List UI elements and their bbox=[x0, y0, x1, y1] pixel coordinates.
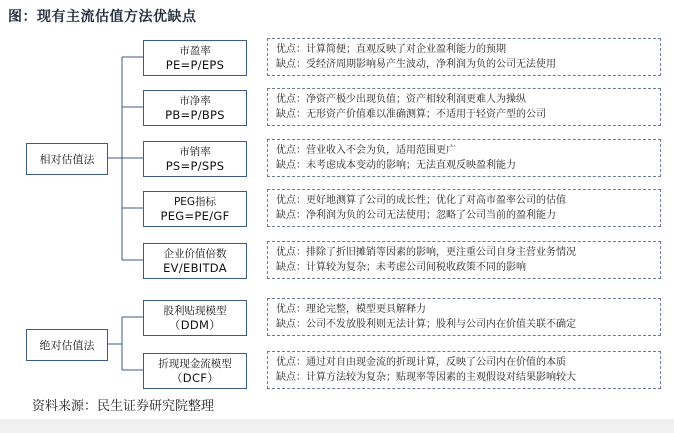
method-name: 市盈率 bbox=[179, 44, 211, 57]
method-box-pb bbox=[143, 90, 247, 126]
category-absolute-valuation: 绝对估值法 bbox=[26, 329, 108, 361]
pros-label: 优点： bbox=[276, 145, 306, 156]
method-formula: PE=P/EPS bbox=[165, 57, 225, 72]
pros-text: 计算简便；直观反映了对企业盈利能力的预期 bbox=[306, 44, 506, 55]
detail-box-ddm bbox=[267, 298, 661, 336]
detail-box-peg bbox=[267, 189, 661, 227]
method-name: PEG指标 bbox=[173, 195, 217, 208]
cons-text: 净利润为负的公司无法使用；忽略了公司当前的盈利能力 bbox=[306, 210, 556, 221]
detail-box-ev-ebitda bbox=[267, 241, 661, 279]
method-box-ps bbox=[143, 141, 247, 177]
method-box-dcf bbox=[143, 353, 247, 389]
pros-text: 理论完整，模型更具解释力 bbox=[306, 304, 426, 315]
cons-text: 无形资产价值难以准确测算；不适用于轻资产型的公司 bbox=[306, 109, 546, 120]
cons-text: 公司不发放股利则无法计算；股利与公司内在价值关联不确定 bbox=[306, 319, 576, 330]
method-box-ev-ebitda bbox=[143, 243, 247, 279]
pros-label: 优点： bbox=[276, 94, 306, 105]
pros-label: 优点： bbox=[276, 247, 306, 258]
pros-text: 通过对自由现金流的折现计算，反映了公司内在价值的本质 bbox=[306, 357, 566, 368]
method-formula: EV/EBITDA bbox=[163, 260, 227, 275]
pros-text: 更好地测算了公司的成长性；优化了对高市盈率公司的估值 bbox=[306, 195, 566, 206]
cons-label: 缺点： bbox=[276, 109, 306, 120]
method-formula: PEG=PE/GF bbox=[160, 208, 230, 223]
cons-text: 未考虑成本变动的影响；无法直观反映盈利能力 bbox=[306, 160, 516, 171]
figure-title: 图：现有主流估值方法优缺点 bbox=[8, 9, 197, 25]
pros-label: 优点： bbox=[276, 357, 306, 368]
source-note: 资料来源：民生证券研究院整理 bbox=[32, 399, 215, 414]
pros-text: 排除了折旧摊销等因素的影响，更注重公司自身主营业务情况 bbox=[306, 247, 576, 258]
cons-label: 缺点： bbox=[276, 319, 306, 330]
cons-label: 缺点： bbox=[276, 210, 306, 221]
cons-text: 受经济周期影响易产生波动，净利润为负的公司无法使用 bbox=[306, 59, 556, 70]
method-name: 市净率 bbox=[179, 94, 211, 107]
method-box-peg bbox=[143, 191, 247, 227]
method-formula: PS=P/SPS bbox=[165, 158, 225, 173]
cons-text: 计算方法较为复杂；贴现率等因素的主观假设对结果影响较大 bbox=[306, 372, 576, 383]
method-formula: （DDM） bbox=[168, 317, 222, 332]
pros-text: 净资产极少出现负值；资产相较利润更难人为操纵 bbox=[306, 94, 526, 105]
cons-label: 缺点： bbox=[276, 160, 306, 171]
detail-box-ps bbox=[267, 139, 661, 177]
detail-box-pe bbox=[267, 38, 661, 76]
method-name: 股利贴现模型 bbox=[163, 304, 227, 317]
category-relative-valuation: 相对估值法 bbox=[26, 143, 108, 175]
method-box-pe bbox=[143, 40, 247, 76]
method-formula: PB=P/BPS bbox=[165, 107, 225, 122]
pros-text: 营业收入不会为负，适用范围更广 bbox=[306, 145, 456, 156]
cons-label: 缺点： bbox=[276, 372, 306, 383]
method-name: 折现现金流模型 bbox=[158, 357, 232, 370]
detail-box-pb bbox=[267, 88, 661, 126]
method-name: 市销率 bbox=[179, 145, 211, 158]
cons-label: 缺点： bbox=[276, 262, 306, 273]
pros-label: 优点： bbox=[276, 195, 306, 206]
pros-label: 优点： bbox=[276, 44, 306, 55]
pros-label: 优点： bbox=[276, 304, 306, 315]
method-name: 企业价值倍数 bbox=[163, 247, 227, 260]
footer-band bbox=[0, 419, 674, 433]
detail-box-dcf bbox=[267, 351, 661, 389]
method-box-ddm bbox=[143, 300, 247, 336]
method-formula: （DCF） bbox=[171, 370, 219, 385]
cons-label: 缺点： bbox=[276, 59, 306, 70]
cons-text: 计算较为复杂；未考虑公司间税收政策不同的影响 bbox=[306, 262, 526, 273]
